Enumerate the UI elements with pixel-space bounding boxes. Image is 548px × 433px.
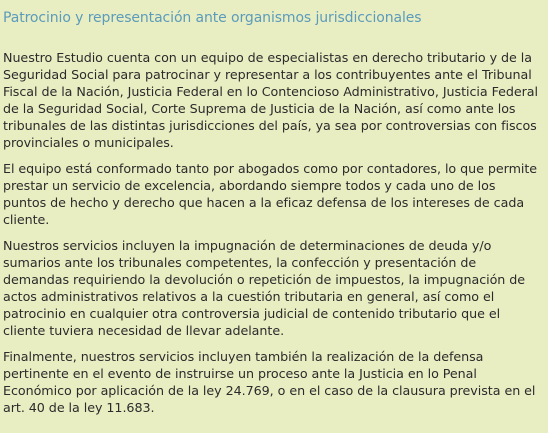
- paragraph-criminal-defense: Finalmente, nuestros servicios incluyen también la realización de la defensa pertinente en el evento de instruirse un proceso ante la Justicia en lo Penal Económico por aplicación de la ley 24.769, o en el caso de la clausura prevista en el art. 40 de la ley 11.683.: [3, 349, 536, 415]
- paragraph-intro: Nuestro Estudio cuenta con un equipo de especialistas en derecho tributario y de la Seguridad Social para patrocinar y representar a los contribuyentes ante el Tribunal Fiscal de la Nación, Justicia Federal en lo Contencioso Administrativo, Justicia Federal de la Seguridad Social, Corte Suprema de Justicia de la Nación, así como ante los tribunales de las distintas jurisdicciones del país, ya sea por controversias con fiscos provinciales o municipales.: [3, 50, 539, 150]
- paragraph-team: El equipo está conformado tanto por abogados como por contadores, lo que permite prestar un servicio de excelencia, abordando siempre todos y cada uno de los puntos de hecho y derecho que hacen a la eficaz defensa de los intereses de cada cliente.: [3, 161, 538, 227]
- paragraph-services: Nuestros servicios incluyen la impugnación de determinaciones de deuda y/o sumarios ante los tribunales competentes, la confección y presentación de demandas requiriendo la devolución o repetición de impuestos, la impugnación de actos administrativos relativos a la cuestión tributaria en general, así como el patrocinio en cualquier otra controversia judicial de contenido tributario que el cliente tuviera necesidad de llevar adelante.: [3, 238, 526, 338]
- section-title: Patrocinio y representación ante organismos jurisdiccionales: [3, 10, 422, 26]
